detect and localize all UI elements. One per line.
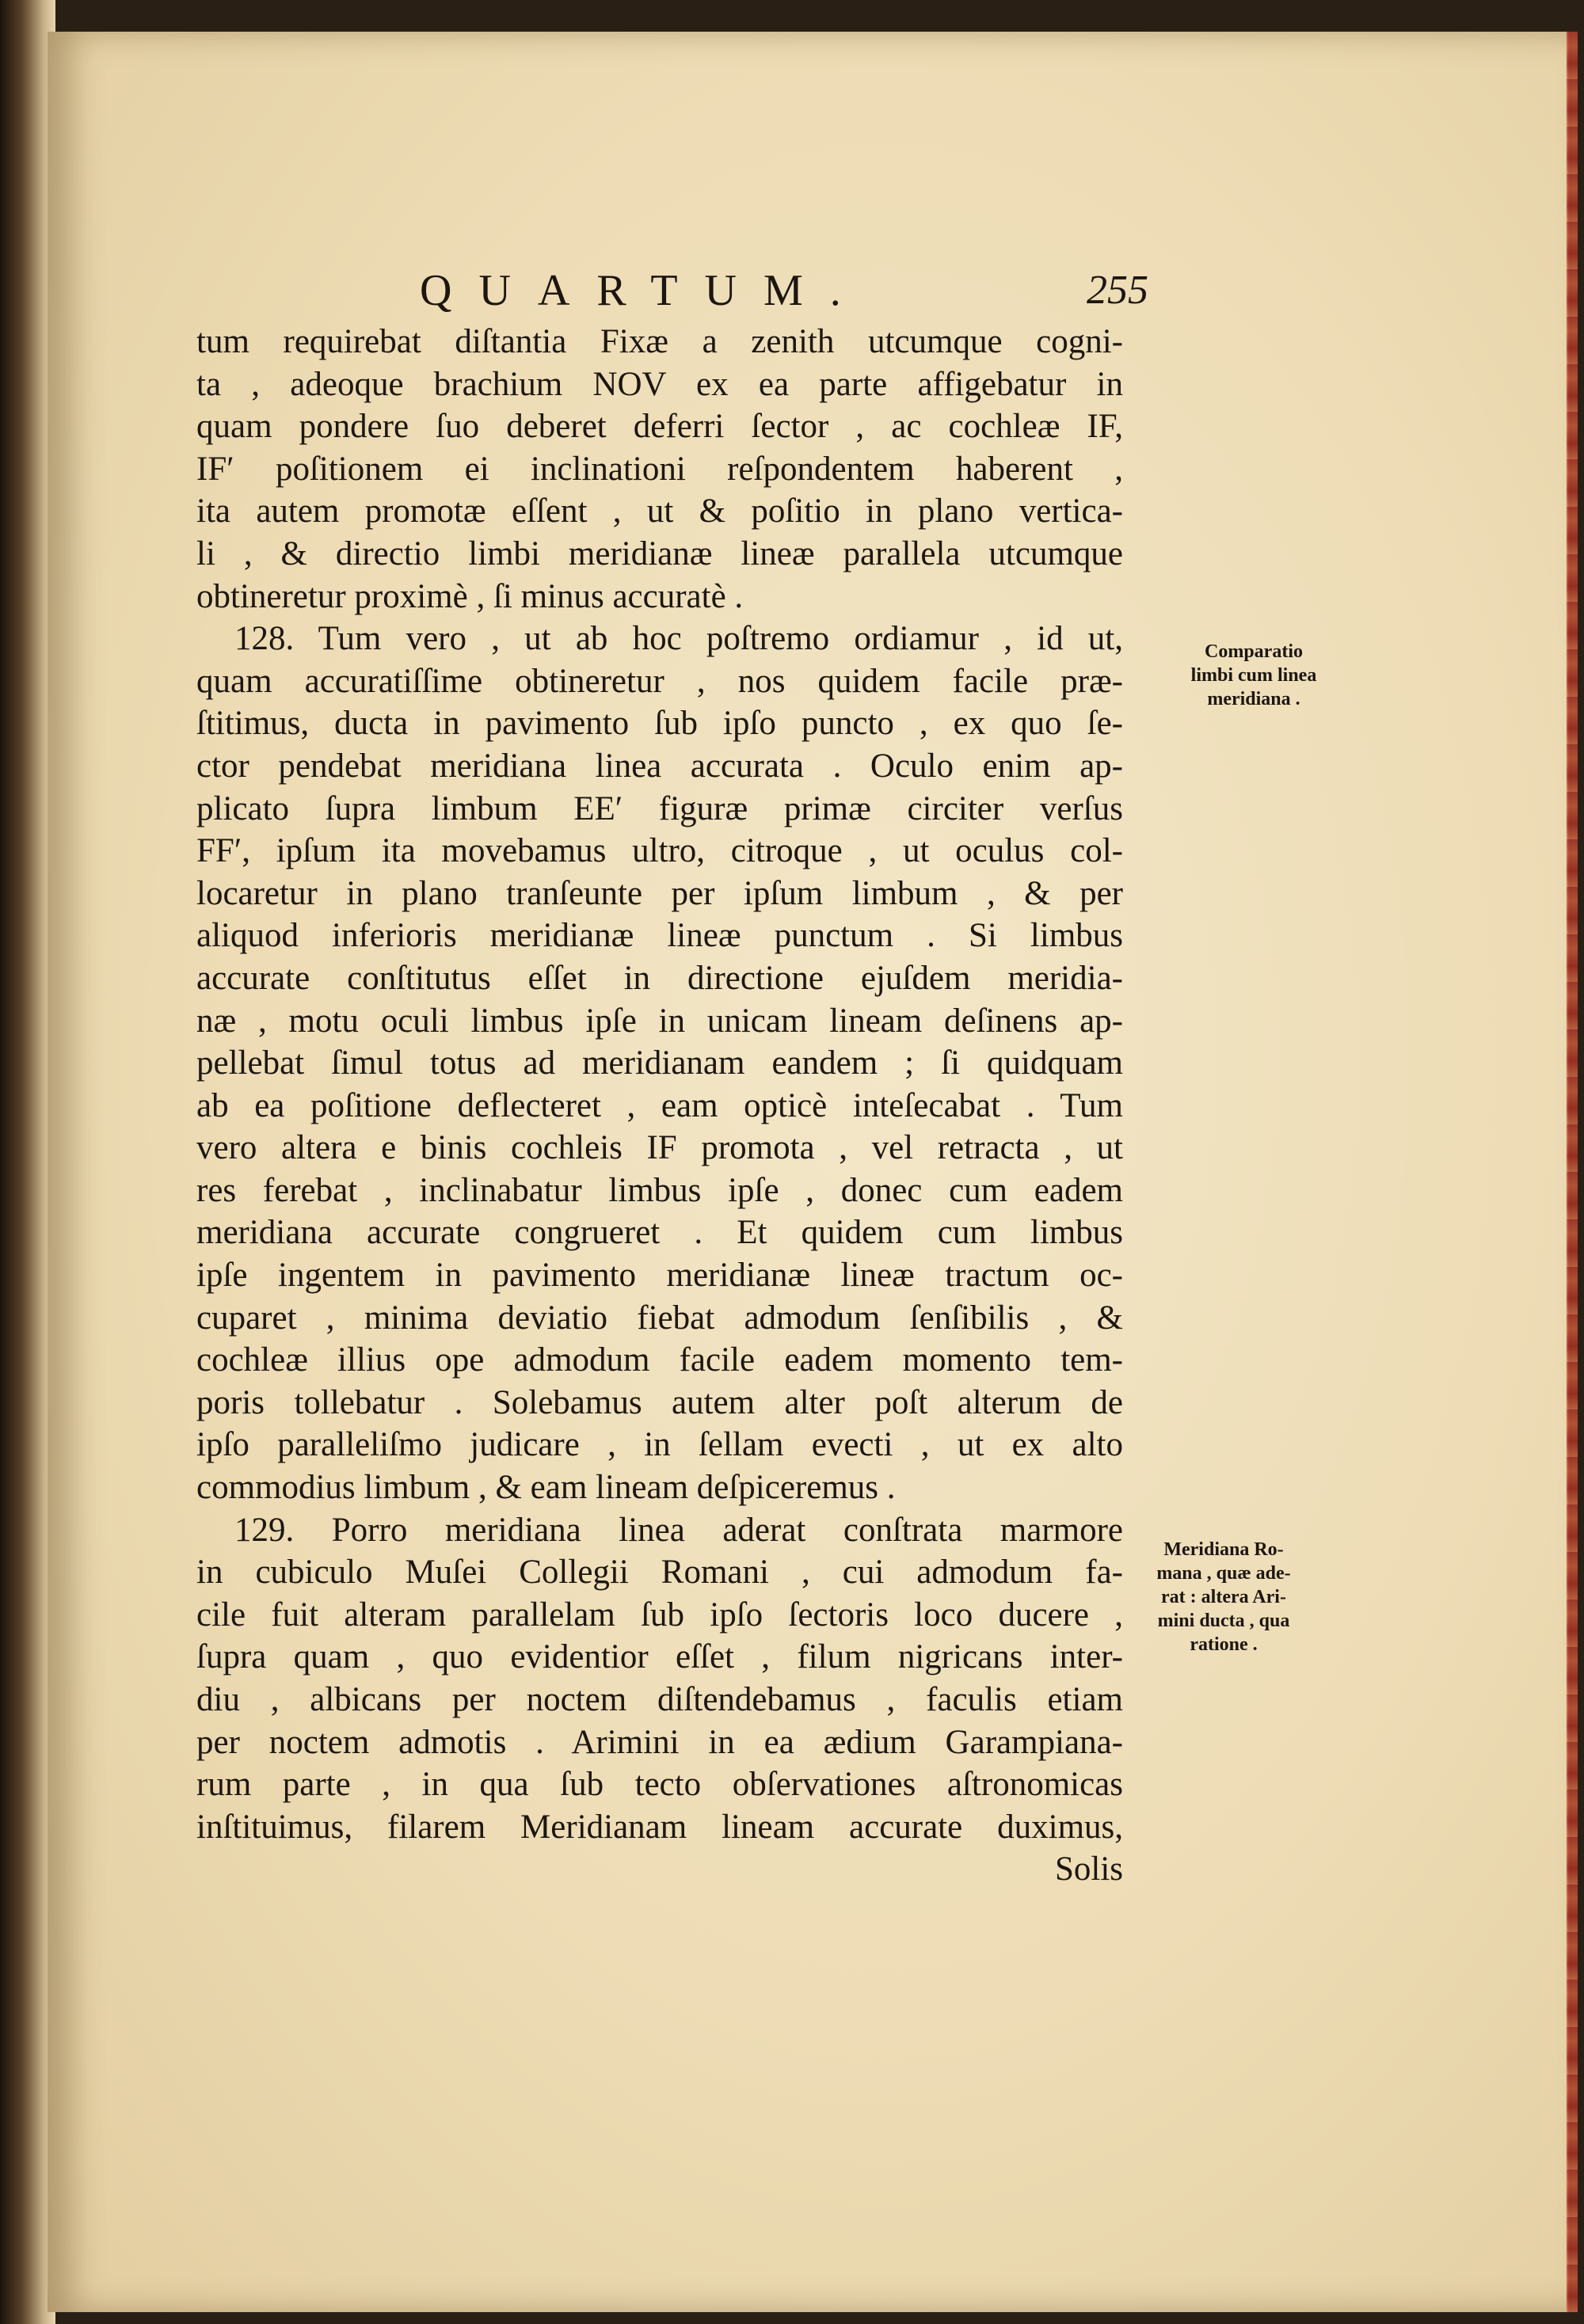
text-line: locaretur in plano tranſeunte per ipſum limbum , & per [196, 874, 1123, 912]
text-line: meridiana accurate congrueret . Et quidem cum limbus [196, 1214, 1123, 1252]
margin-note-line: mana , quæ ade- [1156, 1563, 1291, 1584]
text-line: commodius limbum , & eam lineam deſpiceremus . [196, 1469, 896, 1507]
text-line: ita autem promotæ eſſent , ut & poſitio in plano vertica- [196, 493, 1123, 531]
main-text-block [196, 321, 1123, 1891]
text-line: ta , adeoque brachium NOV ex ea parte affigebatur in [196, 365, 1123, 403]
text-line: pellebat ſimul totus ad meridianam eandem ; ſi quidquam [196, 1044, 1123, 1082]
catchword: Solis [1054, 1850, 1123, 1888]
text-line: obtineretur proximè , ſi minus accuratè . [196, 577, 744, 615]
text-line: cochleæ illius ope admodum facile eadem momento tem- [196, 1341, 1123, 1379]
text-line: ab ea poſitione deflecteret , eam opticè inteſecabat . Tum [196, 1086, 1123, 1124]
running-title: QUARTUM. [420, 266, 868, 315]
text-line: ctor pendebat meridiana linea accurata . Oculo enim ap- [196, 747, 1123, 785]
margin-note-line: meridiana . [1207, 689, 1300, 709]
margin-note-meridiana-romana [1125, 1538, 1323, 1656]
text-line: cile fuit alteram parallelam ſub ipſo ſectoris loco ducere , [196, 1596, 1123, 1634]
text-line: FF′, ipſum ita movebamus ultro, citroque , ut oculus col- [196, 832, 1123, 870]
page-header [420, 265, 1148, 321]
text-line: rum parte , in qua ſub tecto obſervationes aſtronomicas [196, 1766, 1123, 1804]
text-line: diu , albicans per noctem diſtendebamus , faculis etiam [196, 1681, 1123, 1718]
text-line: tum requirebat diſtantia Fixæ a zenith utcumque cogni- [196, 323, 1123, 360]
text-line: IF′ poſitionem ei inclinationi reſpondentem haberent , [196, 450, 1123, 488]
text-line: accurate conſtitutus eſſet in directione ejuſdem meridia- [196, 959, 1123, 997]
text-line: res ferebat , inclinabatur limbus ipſe , donec cum eadem [196, 1171, 1123, 1209]
text-line: quam accuratiſſime obtineretur , nos quidem facile præ- [196, 662, 1123, 700]
paragraph-128-start: 128. Tum vero , ut ab hoc poſtremo ordiamur , id ut, [234, 620, 1123, 658]
margin-note-line: Meridiana Ro- [1163, 1539, 1284, 1560]
text-line: in cubiculo Muſei Collegii Romani , cui admodum fa- [196, 1554, 1123, 1592]
margin-note-line: mini ducta , qua [1157, 1611, 1290, 1631]
text-line: ipſe ingentem in pavimento meridianæ lineæ tractum oc- [196, 1257, 1123, 1295]
text-line: per noctem admotis . Arimini in ea ædium Garampiana- [196, 1723, 1123, 1761]
text-line: vero altera e binis cochleis IF promota , vel retracta , ut [196, 1129, 1123, 1167]
text-line: ipſo paralleliſmo judicare , in ſellam evecti , ut ex alto [196, 1426, 1123, 1464]
text-line: poris tollebatur . Solebamus autem alter poſt alterum de [196, 1383, 1123, 1421]
text-line: næ , motu oculi limbus ipſe in unicam lineam deſinens ap- [196, 1002, 1123, 1040]
text-line: plicato ſupra limbum EE′ figuræ primæ circiter verſus [196, 789, 1123, 827]
paragraph-129-start: 129. Porro meridiana linea aderat conſtrata marmore [234, 1511, 1123, 1549]
text-line: aliquod inferioris meridianæ lineæ punctum . Si limbus [196, 917, 1123, 955]
text-line: inſtituimus, filarem Meridianam lineam accurate duximus, [196, 1808, 1123, 1846]
margin-note-line: limbi cum linea [1190, 665, 1317, 686]
text-line: li , & directio limbi meridianæ lineæ parallela utcumque [196, 534, 1123, 572]
text-line: quam pondere ſuo deberet deferri ſector , ac cochleæ IF, [196, 408, 1123, 446]
text-line: ſupra quam , quo evidentior eſſet , filum nigricans inter- [196, 1638, 1123, 1676]
margin-note-line: rat : altera Ari- [1161, 1587, 1286, 1607]
text-line: ſtitimus, ducta in pavimento ſub ipſo puncto , ex quo ſe- [196, 705, 1123, 743]
margin-note-line: Comparatio [1205, 641, 1303, 662]
margin-note-comparatio [1163, 640, 1345, 711]
margin-note-line: ratione . [1190, 1634, 1258, 1655]
page-number: 255 [1087, 268, 1148, 313]
red-page-edge [1567, 32, 1578, 2312]
text-line: cuparet , minima deviatio fiebat admodum ſenſibilis , & [196, 1299, 1123, 1337]
